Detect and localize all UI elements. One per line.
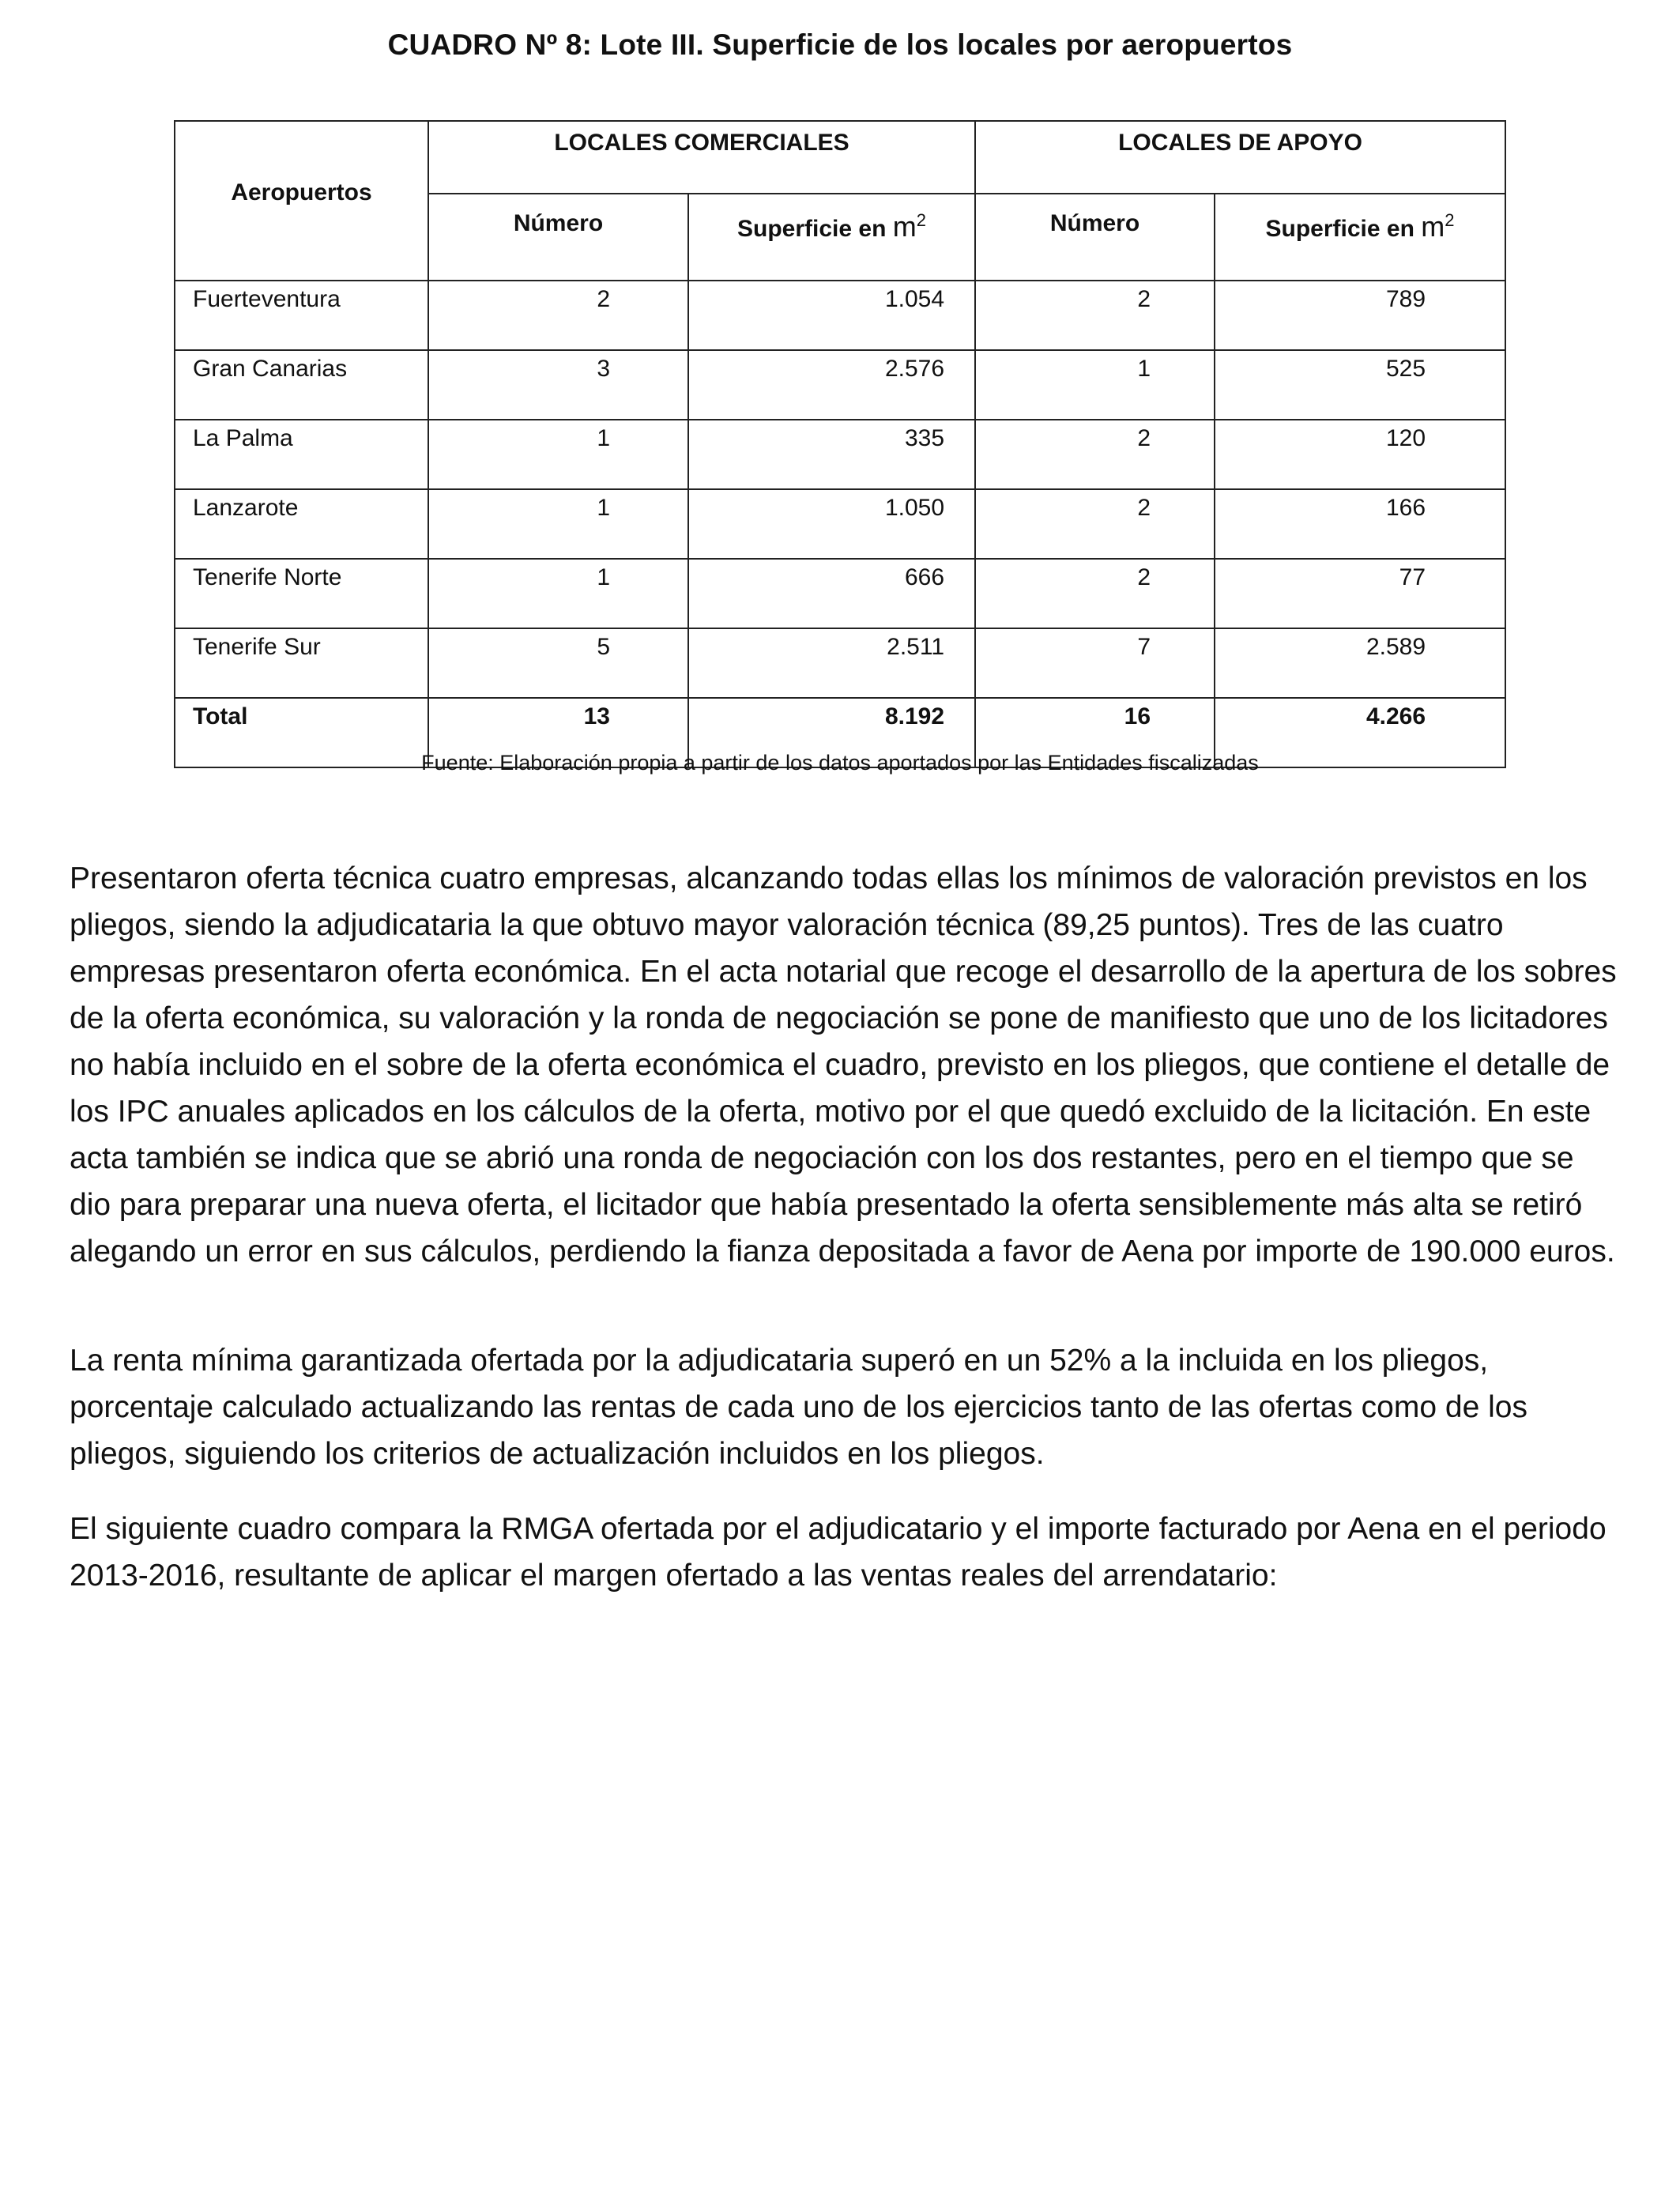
support-number: 2	[975, 420, 1215, 489]
support-surface: 525	[1215, 350, 1505, 420]
support-surface: 166	[1215, 489, 1505, 559]
header-commercial-surface: Superficie en $m^2$	[688, 194, 975, 281]
header-support-surface: Superficie en $m^2$	[1215, 194, 1505, 281]
commercial-surface: 2.576	[688, 350, 975, 420]
commercial-number: 5	[428, 628, 688, 698]
support-number: 7	[975, 628, 1215, 698]
table-row	[175, 489, 1505, 559]
table-row	[175, 628, 1505, 698]
commercial-surface: 1.054	[688, 281, 975, 350]
header-airports: Aeropuertos	[175, 121, 428, 281]
support-number: 2	[975, 281, 1215, 350]
paragraph-minimum-rent: La renta mínima garantizada ofertada por la adjudicataria superó en un 52% a la incluida en los pliegos, porcentaje calculado actualizando las rentas de cada uno de los ejercicios tanto de las ofertas como de los pliegos, siguiendo los criterios de actualización incluidos en los pliegos.	[70, 1344, 1527, 1471]
total-support-number: 16	[975, 698, 1215, 767]
airport-premises-table	[174, 120, 1506, 768]
header-commercial-number: Número	[428, 194, 688, 281]
airport-name: Tenerife Sur	[175, 628, 428, 698]
airport-name: La Palma	[175, 420, 428, 489]
airport-name: Gran Canarias	[175, 350, 428, 420]
commercial-surface: 666	[688, 559, 975, 628]
table-row	[175, 281, 1505, 350]
total-commercial-surface: 8.192	[688, 698, 975, 767]
airport-name: Lanzarote	[175, 489, 428, 559]
airport-name: Tenerife Norte	[175, 559, 428, 628]
table-source-note: Fuente: Elaboración propia a partir de los datos aportados por las Entidades fiscalizadas	[421, 751, 1259, 775]
paragraph-rmga-comparison: El siguiente cuadro compara la RMGA ofertada por el adjudicatario y el importe facturado por Aena en el periodo 2013-2016, resultante de aplicar el margen ofertado a las ventas reales del arrendatario:	[70, 1512, 1607, 1593]
support-surface: 789	[1215, 281, 1505, 350]
commercial-number: 1	[428, 559, 688, 628]
commercial-surface: 335	[688, 420, 975, 489]
paragraph-technical-offers: Presentaron oferta técnica cuatro empresas, alcanzando todas ellas los mínimos de valoración previstos en los pliegos, siendo la adjudicataria la que obtuvo mayor valoración técnica (89,25 puntos). Tres de las cuatro empresas presentaron oferta económica. En el acta notarial que recoge el desarrollo de la apertura de los sobres de la oferta económica, su valoración y la ronda de negociación se pone de manifiesto que uno de los licitadores no había incluido en el sobre de la oferta económica el cuadro, previsto en los pliegos, que contiene el detalle de los IPC anuales aplicados en los cálculos de la oferta, motivo por el que quedó excluido de la licitación. En este acta también se indica que se abrió una ronda de negociación con los dos restantes, pero en el tiempo que se dio para preparar una nueva oferta, el licitador que había presentado la oferta sensiblemente más alta se retiró alegando un error en sus cálculos, perdiendo la fianza depositada a favor de Aena por importe de 190.000 euros.	[70, 861, 1617, 1269]
commercial-number: 1	[428, 489, 688, 559]
support-surface: 77	[1215, 559, 1505, 628]
table-row	[175, 420, 1505, 489]
commercial-number: 1	[428, 420, 688, 489]
table-row	[175, 350, 1505, 420]
support-surface: 120	[1215, 420, 1505, 489]
total-label: Total	[175, 698, 428, 767]
support-surface: 2.589	[1215, 628, 1505, 698]
table-row	[175, 559, 1505, 628]
total-support-surface: 4.266	[1215, 698, 1505, 767]
support-number: 2	[975, 489, 1215, 559]
airport-name: Fuerteventura	[175, 281, 428, 350]
commercial-surface: 1.050	[688, 489, 975, 559]
commercial-number: 3	[428, 350, 688, 420]
table-title: CUADRO Nº 8: Lote III. Superficie de los locales por aeropuertos	[387, 28, 1293, 61]
commercial-number: 2	[428, 281, 688, 350]
header-support-premises: LOCALES DE APOYO	[975, 121, 1505, 194]
commercial-surface: 2.511	[688, 628, 975, 698]
header-commercial-premises: LOCALES COMERCIALES	[428, 121, 975, 194]
header-support-number: Número	[975, 194, 1215, 281]
total-commercial-number: 13	[428, 698, 688, 767]
support-number: 1	[975, 350, 1215, 420]
support-number: 2	[975, 559, 1215, 628]
